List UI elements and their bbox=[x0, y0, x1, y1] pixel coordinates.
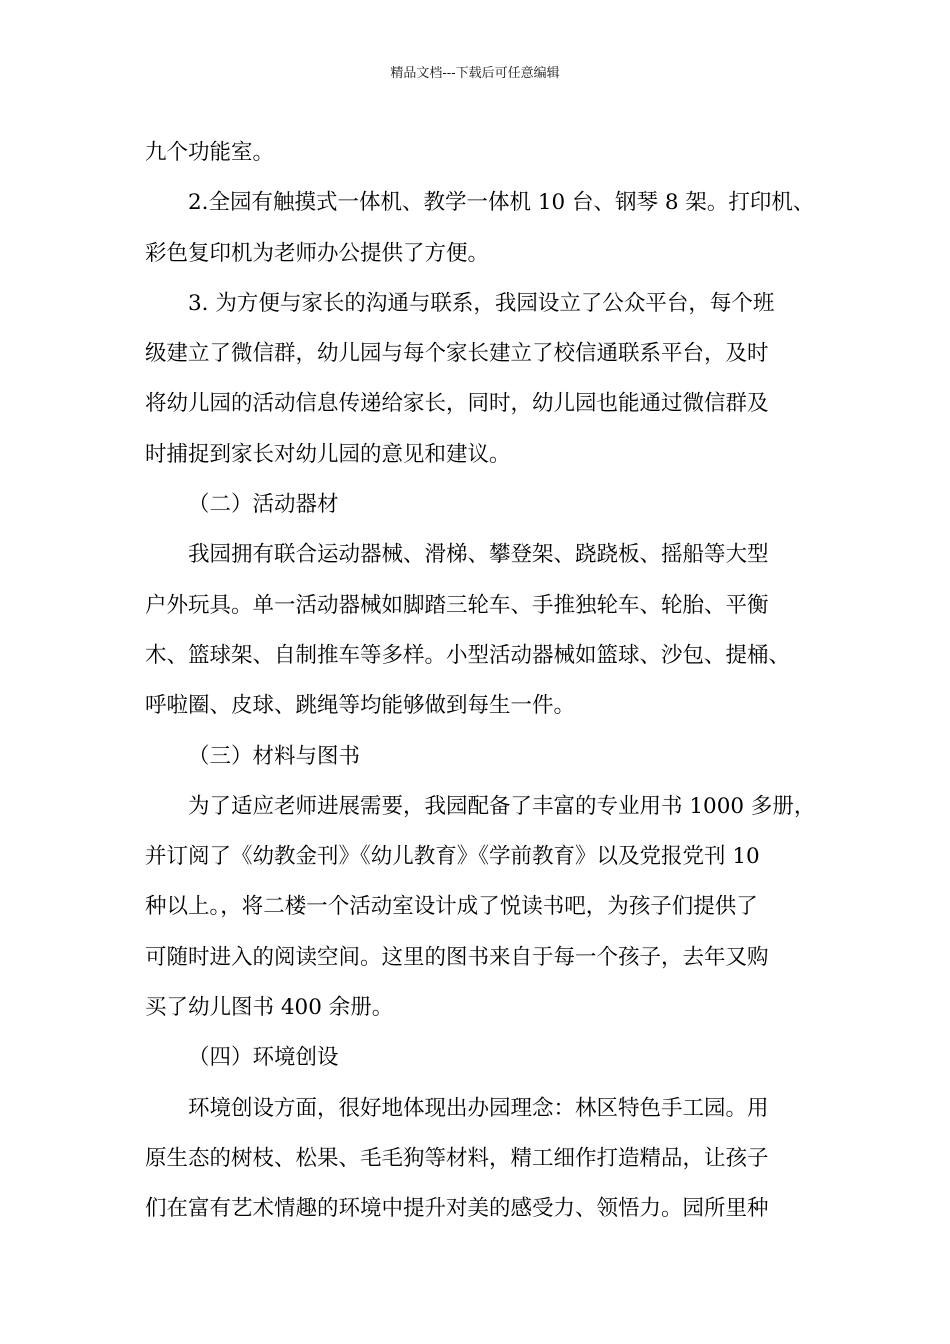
text-line: 九个功能室。 bbox=[145, 140, 275, 165]
text-line: 时捕捉到家长对幼儿园的意见和建议。 bbox=[145, 441, 511, 467]
text-line: 我园拥有联合运动器械、滑梯、攀登架、跷跷板、摇船等大型 bbox=[188, 542, 769, 568]
paragraph bbox=[145, 128, 825, 178]
text-line: 呼啦圈、皮球、跳绳等均能够做到每生一件。 bbox=[145, 693, 576, 719]
text-line: （二）活动器材 bbox=[188, 492, 339, 518]
text-line: 木、篮球架、自制推车等多样。小型活动器械如篮球、沙包、提桶、 bbox=[145, 642, 791, 668]
paragraph bbox=[145, 480, 825, 530]
text-line: 3. 为方便与家长的沟通与联系，我园设立了公众平台，每个班 bbox=[188, 290, 775, 316]
text-line: 彩色复印机为老师办公提供了方便。 bbox=[145, 240, 490, 266]
text-line: 将幼儿园的活动信息传递给家长，同时，幼儿园也能通过微信群及 bbox=[145, 391, 769, 417]
text-line: 买了幼儿图书 400 余册。 bbox=[145, 995, 394, 1021]
text-line: 种以上。，将二楼一个活动室设计成了悦读书吧，为孩子们提供了 bbox=[145, 894, 758, 920]
paragraph bbox=[145, 178, 825, 279]
paragraph bbox=[145, 732, 825, 782]
text-line: 们在富有艺术情趣的环境中提升对美的感受力、领悟力。园所里种 bbox=[145, 1196, 769, 1222]
text-line: （四）环境创设 bbox=[188, 1045, 339, 1071]
paragraph bbox=[145, 1033, 825, 1083]
text-line: 原生态的树枝、松果、毛毛狗等材料，精工细作打造精品，让孩子 bbox=[145, 1145, 769, 1171]
page-header: 精品文档---下载后可任意编辑 bbox=[390, 66, 560, 81]
text-line: 级建立了微信群，幼儿园与每个家长建立了校信通联系平台，及时 bbox=[145, 341, 769, 367]
paragraph bbox=[145, 530, 825, 731]
text-line: 环境创设方面，很好地体现出办园理念：林区特色手工园。用 bbox=[188, 1095, 769, 1121]
paragraph bbox=[145, 1084, 825, 1235]
text-line: 为了适应老师进展需要，我园配备了丰富的专业用书 1000 多册， bbox=[188, 793, 816, 819]
document-body bbox=[145, 128, 825, 1235]
paragraph bbox=[145, 279, 825, 480]
text-line: 2.全园有触摸式一体机、教学一体机 10 台、钢琴 8 架。打印机、 bbox=[188, 190, 815, 216]
text-line: 户外玩具。单一活动器械如脚踏三轮车、手推独轮车、轮胎、平衡 bbox=[145, 592, 769, 618]
text-line: （三）材料与图书 bbox=[188, 743, 361, 769]
text-line: 可随时进入的阅读空间。这里的图书来自于每一个孩子，去年又购 bbox=[145, 944, 769, 970]
paragraph bbox=[145, 782, 825, 1033]
text-line: 并订阅了《幼教金刊》《幼儿教育》《学前教育》以及党报党刊 10 bbox=[145, 844, 760, 870]
